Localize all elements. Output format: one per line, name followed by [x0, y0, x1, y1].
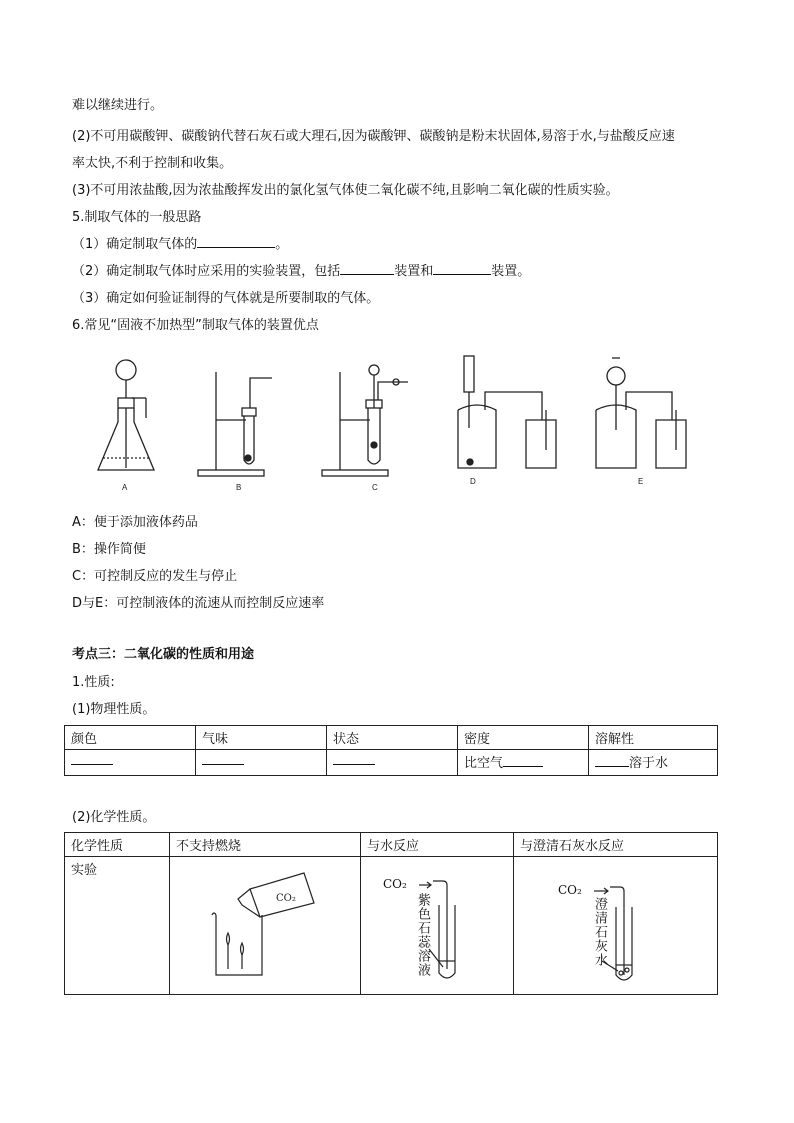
- section-title: 5.制取气体的一般思路: [72, 210, 202, 225]
- section-title: 6.常见“固液不加热型”制取气体的装置优点: [72, 318, 319, 333]
- advantage-c: C：可控制反应的发生与停止: [72, 569, 238, 584]
- apparatus-label: A: [122, 483, 128, 492]
- apparatus-label: B: [236, 483, 242, 492]
- item-text: 。: [275, 237, 289, 252]
- answer-blank[interactable]: [595, 754, 629, 767]
- experiment-water-cell: [361, 857, 514, 995]
- litmus-liquid-label: 紫色石蕊溶液: [415, 893, 430, 977]
- table-cell: [327, 750, 458, 776]
- bottle-label: CO₂: [276, 893, 296, 904]
- advantage-b: B：操作简便: [72, 542, 146, 557]
- table-cell: [589, 750, 718, 776]
- text-line: (2)化学性质。: [72, 810, 156, 825]
- table-header: 化学性质: [65, 833, 170, 857]
- item-text: （1）确定制取气体的: [72, 237, 198, 252]
- apparatus-d: [458, 356, 556, 468]
- item-text: 装置和: [394, 264, 434, 279]
- table-cell: [196, 750, 327, 776]
- table-header: 与澄清石灰水反应: [514, 833, 718, 857]
- answer-blank[interactable]: [340, 262, 394, 275]
- limewater-liquid-label: 澄清石灰水: [592, 897, 607, 967]
- fill-item-2: [72, 260, 530, 279]
- table-cell: 实验: [65, 857, 170, 995]
- answer-blank[interactable]: [333, 752, 375, 765]
- experiment-combustion-cell: [170, 857, 361, 995]
- answer-blank[interactable]: [71, 752, 113, 765]
- table-cell: [65, 750, 196, 776]
- text-line: （3）确定如何验证制得的气体就是所要制取的气体。: [72, 291, 380, 306]
- apparatus-label: D: [470, 477, 476, 486]
- answer-blank[interactable]: [433, 262, 491, 275]
- apparatus-label: E: [638, 477, 644, 486]
- apparatus-c: [322, 365, 408, 476]
- apparatus-label: C: [372, 483, 378, 492]
- section-heading: 考点三：二氧化碳的性质和用途: [72, 647, 255, 662]
- co2-label: CO₂: [383, 877, 407, 891]
- cell-text: 比空气: [464, 756, 504, 771]
- limewater-reaction-diagram: [514, 857, 714, 995]
- fill-item-1: [72, 233, 288, 252]
- item-text: 装置。: [491, 264, 531, 279]
- text-line: 1.性质:: [72, 675, 115, 690]
- answer-blank[interactable]: [202, 752, 244, 765]
- apparatus-e: [596, 358, 686, 468]
- text-line: 难以继续进行。: [72, 98, 164, 113]
- table-cell: [458, 750, 589, 776]
- text-line: (2)不可用碳酸钾、碳酸钠代替石灰石或大理石,因为碳酸钾、碳酸钠是粉末状固体,易溶于水,与盐酸反应速: [72, 129, 675, 144]
- apparatus-b: [198, 372, 272, 476]
- apparatus-figure: [90, 350, 710, 500]
- physical-properties-table: [64, 725, 718, 776]
- co2-label: CO₂: [558, 883, 582, 897]
- text-line: (1)物理性质。: [72, 702, 156, 717]
- table-header: 状态: [327, 726, 458, 750]
- table-header: 气味: [196, 726, 327, 750]
- combustion-diagram: [176, 859, 336, 979]
- answer-blank[interactable]: [503, 754, 543, 767]
- table-header: 溶解性: [589, 726, 718, 750]
- text-line: 率太快,不利于控制和收集。: [72, 156, 233, 171]
- text-line: (3)不可用浓盐酸,因为浓盐酸挥发出的氯化氢气体使二氧化碳不纯,且影响二氧化碳的性质实验。: [72, 183, 619, 198]
- chemical-properties-table: [64, 832, 718, 995]
- cell-text: 溶于水: [629, 756, 669, 771]
- table-header: 与水反应: [361, 833, 514, 857]
- answer-blank[interactable]: [197, 235, 275, 248]
- table-header: 不支持燃烧: [170, 833, 361, 857]
- item-text: （2）确定制取气体时应采用的实验装置，包括: [72, 264, 341, 279]
- table-header: 密度: [458, 726, 589, 750]
- advantage-de: D与E：可控制液体的流速从而控制反应速率: [72, 596, 325, 611]
- table-header: 颜色: [65, 726, 196, 750]
- experiment-lime-cell: [514, 857, 718, 995]
- apparatus-a: [98, 360, 154, 470]
- advantage-a: A：便于添加液体药品: [72, 515, 198, 530]
